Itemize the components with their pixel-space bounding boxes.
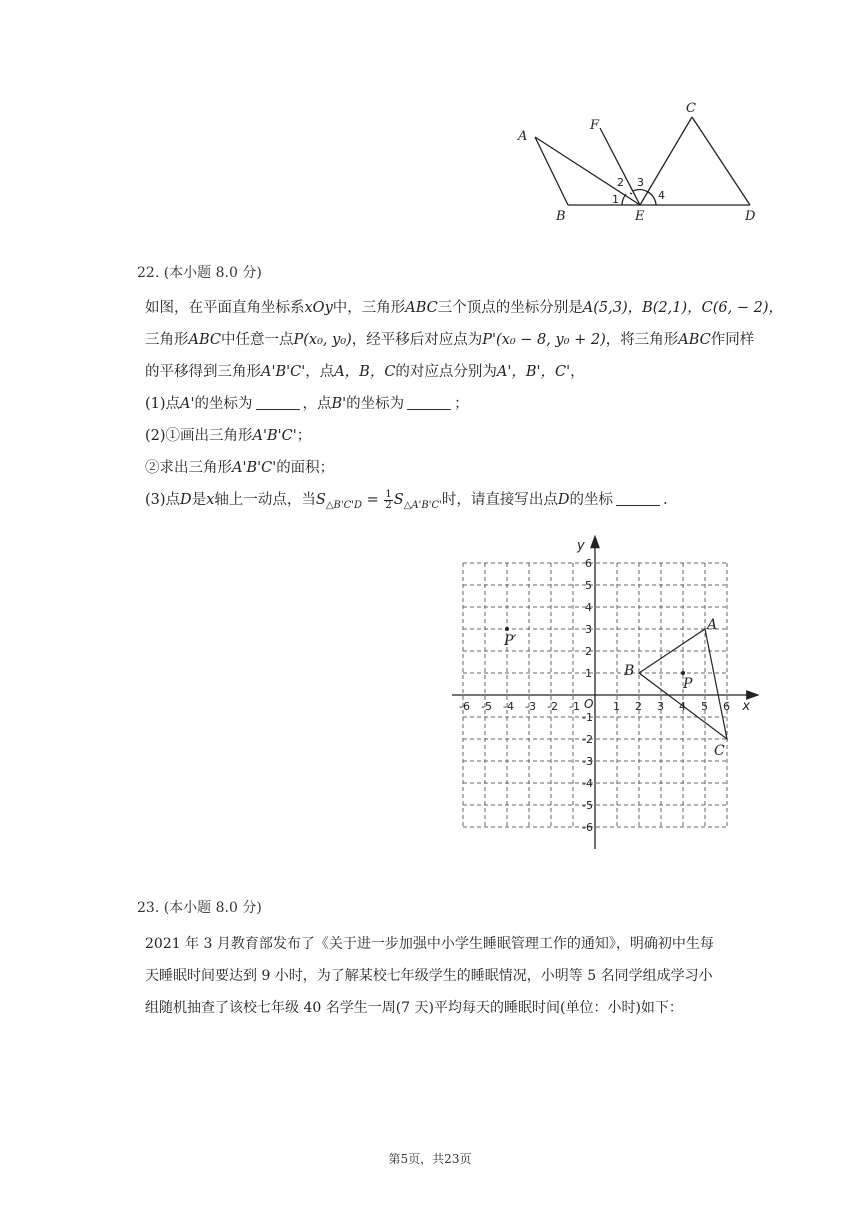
x-tick-label: -2 xyxy=(547,700,558,713)
point-p xyxy=(681,671,685,675)
q22-part-1: (1)点A'的坐标为 ，点B'的坐标为 ； xyxy=(145,396,469,412)
label-a: A xyxy=(518,129,528,144)
y-tick-label: 6 xyxy=(585,557,592,570)
y-tick-label: 1 xyxy=(585,667,592,680)
angle-4-label: 4 xyxy=(658,189,665,202)
label-e: E xyxy=(635,209,645,224)
q23-line-3: 组随机抽查了该校七年级 40 名学生一周(7 天)平均每天的睡眠时间(单位：小时)如下： xyxy=(145,1000,683,1016)
y-tick-label: -2 xyxy=(582,733,593,746)
label-b: B xyxy=(556,209,566,224)
angle-1-label: 1 xyxy=(612,193,619,206)
point-c-label: C xyxy=(714,743,725,759)
y-tick-label: -1 xyxy=(582,711,593,724)
x-tick-label: 4 xyxy=(679,700,686,713)
answer-blank[interactable] xyxy=(407,395,451,410)
q22-part-3: (3)点D是x轴上一动点，当$S_{\triangle B'C'D}$ = $\frac{1}{2}$ $S_{\triangle A'B'C'}$时，请直接写出点D的坐标 . xyxy=(145,488,668,511)
angle-2-label: 2 xyxy=(617,176,624,189)
label-c: C xyxy=(686,101,696,116)
q22-line-1: 如图，在平面直角坐标系xOy中，三角形ABC三个顶点的坐标分别是A(5,3)，B(2,1)，C(6, − 2)， xyxy=(145,300,783,316)
fraction-half: $\frac{1}{2}$ xyxy=(385,488,392,511)
origin-label: O xyxy=(584,697,594,711)
question-22-body xyxy=(145,292,783,522)
y-tick-label: 2 xyxy=(585,645,592,658)
coordinate-grid xyxy=(440,535,770,855)
point-b-label: B xyxy=(624,663,635,679)
angle-3-label: 3 xyxy=(637,176,644,189)
point-p-label: P xyxy=(683,676,693,692)
y-tick-label: -6 xyxy=(582,821,593,834)
y-axis-arrow xyxy=(591,537,599,548)
y-tick-label: 4 xyxy=(585,601,592,614)
y-tick-label: -3 xyxy=(582,755,593,768)
q22-part-2: (2)①画出三角形A'B'C'； xyxy=(145,428,312,444)
x-tick-label: 2 xyxy=(635,700,642,713)
q23-line-1: 2021 年 3 月教育部发布了《关于进一步加强中小学生睡眠管理工作的通知》，明确初中生每 xyxy=(145,936,714,952)
point-a-label: A xyxy=(707,617,718,633)
answer-blank[interactable] xyxy=(616,491,660,506)
y-tick-label: 5 xyxy=(585,579,592,592)
angle-figure xyxy=(500,95,770,230)
x-axis-arrow xyxy=(747,691,758,699)
q22-line-2: 三角形ABC中任意一点P(x₀, y₀)，经平移后对应点为P'(x₀ − 8, y₀ + 2)，将三角形ABC作同样 xyxy=(145,332,755,348)
point-p-prime-label: P′ xyxy=(504,633,517,649)
y-tick-label: 3 xyxy=(585,623,592,636)
x-tick-label: -6 xyxy=(459,700,470,713)
point-p-prime xyxy=(505,627,509,631)
x-tick-label: -1 xyxy=(569,700,580,713)
label-d: D xyxy=(745,209,756,224)
x-tick-label: 3 xyxy=(657,700,664,713)
y-axis-label: y xyxy=(577,538,585,554)
question-23-body xyxy=(145,928,765,1024)
answer-blank[interactable] xyxy=(256,395,300,410)
x-tick-label: 6 xyxy=(723,700,730,713)
q22-part-2b: ②求出三角形A'B'C'的面积； xyxy=(145,460,335,476)
label-f: F xyxy=(590,118,600,133)
y-tick-label: -5 xyxy=(582,799,593,812)
x-axis-label: x xyxy=(742,699,751,714)
q22-line-3: 的平移得到三角形A'B'C'，点A，B，C的对应点分别为A'，B'，C'， xyxy=(145,364,585,380)
x-tick-label: -5 xyxy=(481,700,492,713)
page-footer: 第5页，共23页 xyxy=(388,1152,472,1166)
question-23-heading: 23. (本小题 8.0 分) xyxy=(137,900,262,916)
x-tick-label: 5 xyxy=(701,700,708,713)
x-tick-label: -3 xyxy=(525,700,536,713)
y-tick-label: -4 xyxy=(582,777,593,790)
x-tick-label: 1 xyxy=(613,700,620,713)
q23-line-2: 天睡眠时间要达到 9 小时，为了解某校七年级学生的睡眠情况，小明等 5 名同学组成学习小 xyxy=(145,968,713,984)
x-tick-label: -4 xyxy=(503,700,514,713)
question-22-heading: 22. (本小题 8.0 分) xyxy=(137,265,262,281)
